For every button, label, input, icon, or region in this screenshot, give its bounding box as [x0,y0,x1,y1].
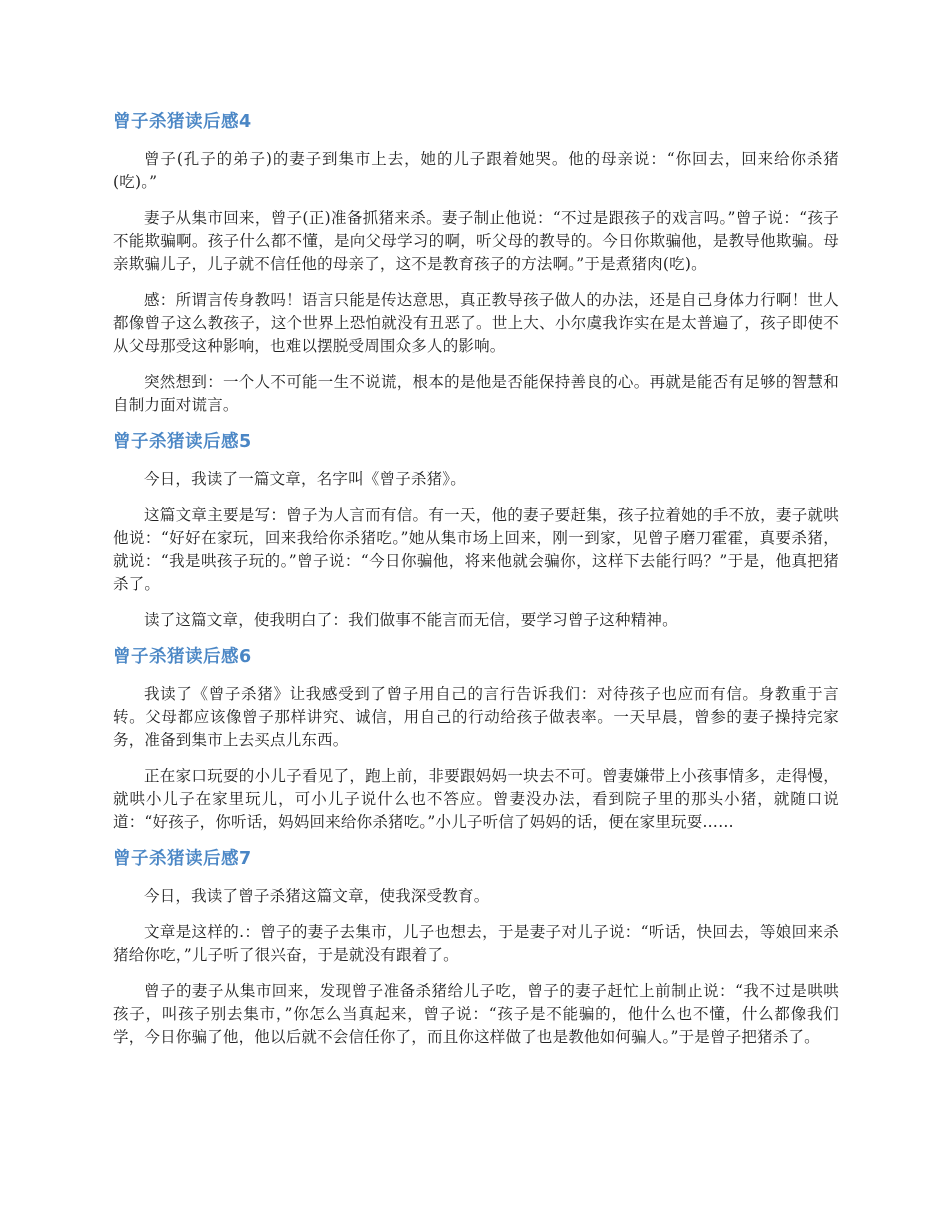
paragraph: 感：所谓言传身教吗！语言只能是传达意思，真正教导孩子做人的办法，还是自己身体力行啊！世人都像曾子这么教孩子，这个世界上恐怕就没有丑恶了。世上大、小尔虞我诈实在是太普遍了，孩子即使不从父母那受这种影响，也难以摆脱受周围众多人的影响。 [113,291,839,355]
paragraph: 读了这篇文章，使我明白了：我们做事不能言而无信，要学习曾子这种精神。 [144,611,678,629]
paragraph: 曾子的妻子从集市回来，发现曾子准备杀猪给儿子吃，曾子的妻子赶忙上前制止说：“我不过是哄哄孩子，叫孩子别去集市，”你怎么当真起来，曾子说：“孩子是不能骗的，他什么也不懂，什么都像我们学，今日你骗了他，他以后就不会信任你了，而且你这样做了也是教他如何骗人。”于是曾子把猪杀了。 [113,982,839,1046]
section-essay-5 [113,430,839,632]
paragraph: 曾子(孔子的弟子)的妻子到集市上去，她的儿子跟着她哭。他的母亲说：“你回去，回来给你杀猪(吃)。” [113,150,839,191]
paragraph: 今日，我读了曾子杀猪这篇文章，使我深受教育。 [144,887,490,905]
section-title: 曾子杀猪读后感5 [113,432,252,452]
paragraph: 我读了《曾子杀猪》让我感受到了曾子用自己的言行告诉我们：对待孩子也应而有信。身教重于言转。父母都应该像曾子那样讲究、诚信，用自己的行动给孩子做表率。一天早晨，曾参的妻子操持完家务，准备到集市上去买点儿东西。 [113,685,839,749]
section-essay-6 [113,645,839,834]
section-essay-7 [113,847,839,1049]
document-page [113,110,839,1062]
paragraph: 文章是这样的.：曾子的妻子去集市，儿子也想去，于是妻子对儿子说：“听话，快回去，等娘回来杀猪给你吃，”儿子听了很兴奋，于是就没有跟着了。 [113,923,839,964]
section-essay-4 [113,110,839,417]
paragraph: 这篇文章主要是写：曾子为人言而有信。有一天，他的妻子要赶集，孩子拉着她的手不放，妻子就哄他说：“好好在家玩，回来我给你杀猪吃。”她从集市场上回来，刚一到家，见曾子磨刀霍霍，真要杀猪，就说：“我是哄孩子玩的。”曾子说：“今日你骗他，将来他就会骗你，这样下去能行吗？”于是，他真把猪杀了。 [113,506,839,593]
section-title: 曾子杀猪读后感6 [113,647,252,667]
section-title: 曾子杀猪读后感4 [113,112,252,132]
paragraph: 正在家口玩耍的小儿子看见了，跑上前，非要跟妈妈一块去不可。曾妻嫌带上小孩事情多，走得慢，就哄小儿子在家里玩儿，可小儿子说什么也不答应。曾妻没办法，看到院子里的那头小猪，就随口说道：“好孩子，你听话，妈妈回来给你杀猪吃。”小儿子听信了妈妈的话，便在家里玩耍…… [113,767,839,831]
paragraph: 今日，我读了一篇文章，名字叫《曾子杀猪》。 [144,470,466,488]
section-title: 曾子杀猪读后感7 [113,849,252,869]
paragraph: 突然想到：一个人不可能一生不说谎，根本的是他是否能保持善良的心。再就是能否有足够的智慧和自制力面对谎言。 [113,373,839,414]
paragraph: 妻子从集市回来，曾子(正)准备抓猪来杀。妻子制止他说：“不过是跟孩子的戏言吗。”曾子说：“孩子不能欺骗啊。孩子什么都不懂，是向父母学习的啊，听父母的教导的。今日你欺骗他，是教导他欺骗。母亲欺骗儿子，儿子就不信任他的母亲了，这不是教育孩子的方法啊。”于是煮猪肉(吃)。 [113,209,839,273]
